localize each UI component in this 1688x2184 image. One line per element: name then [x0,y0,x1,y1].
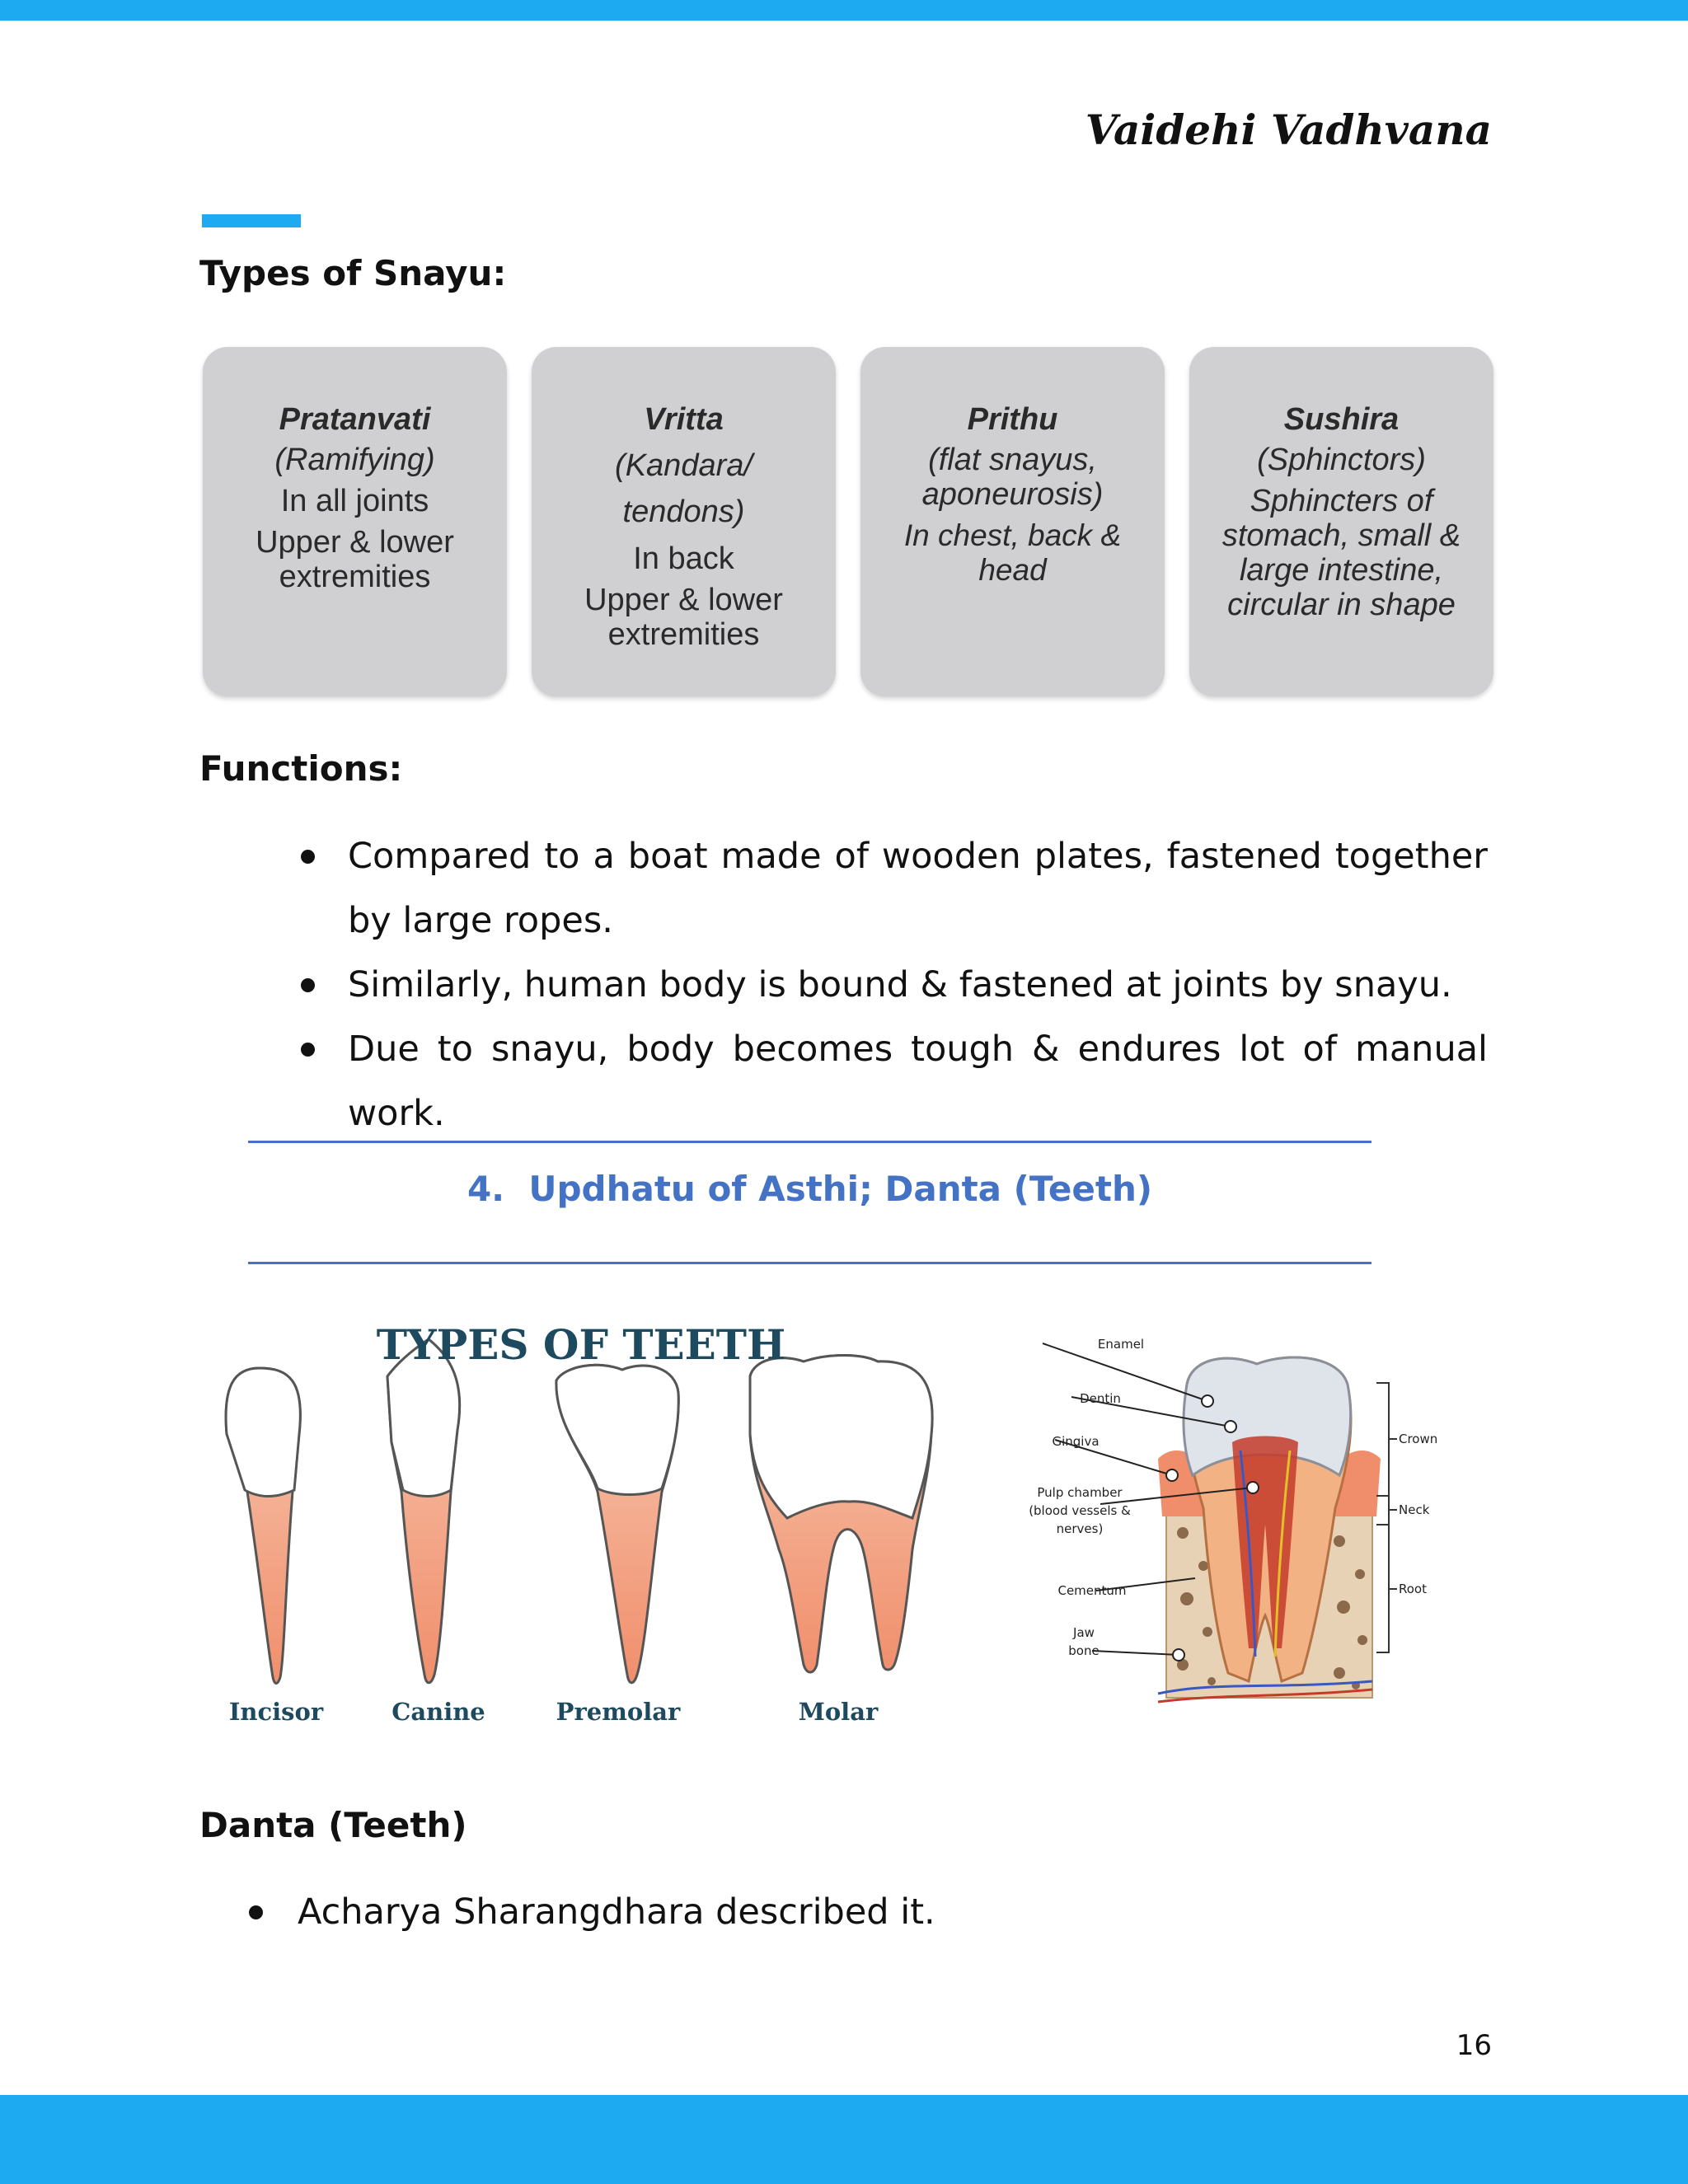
list-item [301,953,1488,1017]
card-title: Vritta [644,402,724,437]
incisor-icon [226,1368,300,1684]
danta-list [249,1879,1403,1945]
section-rule-bottom [248,1262,1372,1264]
gingiva-label: Gingiva [1052,1434,1100,1449]
section-rule-top [248,1141,1372,1143]
card-line: Upper & lower extremities [584,583,783,652]
dentin-label: Dentin [1080,1391,1121,1406]
card-line: Sphincters of stomach, small & large intestine, circular in shape [1221,484,1461,622]
enamel-label: Enamel [1097,1337,1145,1352]
card-line: (Ramifying) [274,443,435,477]
types-of-teeth-figure [210,1302,944,1747]
card-line: Upper & lower extremities [256,525,454,594]
list-item-text: Similarly, human body is bound & fastened at joints by snayu. [348,964,1452,1005]
section-4-title [248,1169,1372,1209]
card-sushira [1189,347,1493,696]
canine-icon [387,1339,460,1683]
accent-bar [202,214,301,227]
section-number: 4. [467,1169,505,1209]
snayu-cards [203,347,1495,696]
card-pratanvati [203,347,507,696]
list-item-text: Acharya Sharangdhara described it. [298,1891,935,1933]
figure-title: TYPES OF TEETH [376,1320,786,1369]
bullet-icon [301,850,315,864]
card-line: (Sphinctors) [1257,443,1426,477]
author-name: Vaidehi Vadhvana [1085,105,1492,154]
card-vritta [532,347,836,696]
teeth-illustration [210,1302,944,1747]
cementum-label: Cementum [1057,1583,1127,1598]
list-item-text: Due to snayu, body becomes tough & endures lot of manual work. [348,1029,1488,1134]
tooth-anatomy-figure [1010,1319,1504,1714]
card-line: In all joints [280,484,429,518]
pulp-chamber-label: Pulp chamber (blood vessels & nerves) [1029,1485,1131,1536]
bullet-icon [301,1043,315,1057]
card-line: (flat snayus, aponeurosis) [921,443,1104,512]
jaw-bone-label: Jaw bone [1068,1625,1100,1658]
incisor-label: Incisor [228,1698,324,1726]
card-title: Prithu [967,402,1058,437]
bullet-icon [249,1905,263,1919]
list-item [301,1017,1488,1146]
snayu-heading: Types of Snayu: [199,253,507,293]
card-title: Pratanvati [279,402,431,437]
page-number: 16 [1456,2029,1492,2062]
card-prithu [860,347,1165,696]
neck-label: Neck [1399,1502,1430,1517]
premolar-label: Premolar [556,1698,681,1726]
functions-heading: Functions: [199,748,403,789]
card-line: (Kandara/ tendons) [615,448,753,529]
danta-heading: Danta (Teeth) [199,1805,467,1845]
list-item-text: Compared to a boat made of wooden plates, fastened together by large ropes. [348,836,1488,941]
bullet-icon [301,978,315,992]
card-line: In back [633,541,734,576]
canine-label: Canine [392,1698,485,1726]
top-color-band [0,0,1688,21]
root-label: Root [1399,1582,1427,1596]
card-line: In chest, back & head [903,518,1122,587]
section-title-text: Updhatu of Asthi; Danta (Teeth) [528,1169,1153,1209]
list-item [301,824,1488,953]
functions-list [301,824,1488,1146]
list-item [249,1879,1403,1945]
molar-icon [750,1356,932,1673]
bottom-color-band [0,2095,1688,2184]
premolar-icon [556,1365,678,1682]
crown-label: Crown [1399,1432,1438,1446]
molar-label: Molar [798,1698,879,1726]
card-title: Sushira [1283,402,1400,437]
